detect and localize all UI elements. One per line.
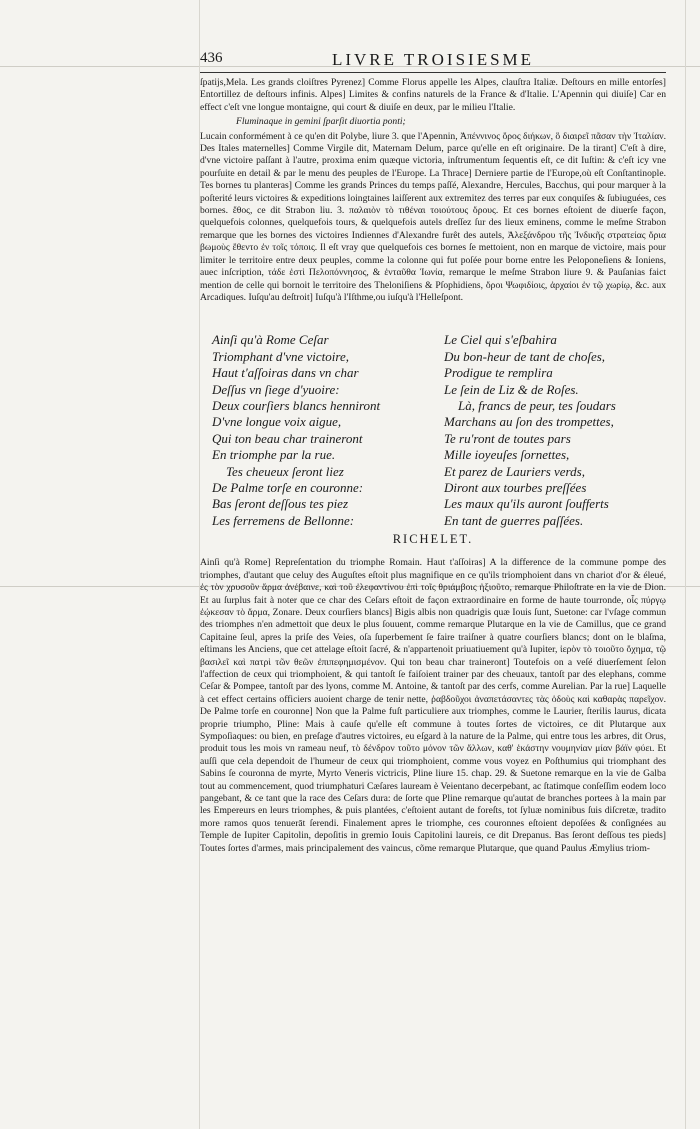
poem-line: Deux courſiers blancs henniront (212, 397, 381, 413)
poem (200, 332, 666, 528)
poem-line: Bas ſeront deſſous tes piez (212, 496, 349, 512)
poem-line: Qui ton beau char traineront (212, 430, 363, 446)
poem-line: Diront aux tourbes preſſées (444, 479, 587, 495)
poem-column-left (212, 332, 380, 529)
poem-line: Les ferremens de Bellonne: (212, 512, 355, 528)
poem-line: Là, francs de peur, tes ſoudars (458, 397, 616, 413)
running-title: LIVRE TROISIESME (331, 50, 535, 69)
poem-line: Triomphant d'vne victoire, (212, 348, 349, 364)
poem-line: En triomphe par la rue. (212, 447, 336, 463)
verse-quote: Fluminaque in gemini ſparſit diuortia ponti; (236, 116, 406, 128)
commentary-bottom (200, 557, 666, 855)
scan-line-right (685, 0, 686, 1129)
poem-line: Prodigue te remplira (444, 365, 553, 381)
page-header (200, 48, 666, 73)
commentary-paragraph: Lucain conformément à ce qu'en dit Polybe, liure 3. que l'Apennin, Ἀπέννινος ὄρος διήκων, ὃ διαιρεῖ πᾶσαν τὴν Ἰταλίαν. Des Itales maternelles] Comme Virgile dit, Maternam Delum, parce qu'elle en eſt originaire. De la tirant] C'eſt à dire, d'vne victoire paſſant à l'autre, proxima enim quæque victoria, inſtrumentum ſequentis eſt, ce dit Iuſtin: & c'eſt icy vne pourſuite en detail & par le menu des peuples de l'Europe. La Thrace] Derniere partie de l'Europe,où eſt Conſtantinople. Tes bornes tu planteras] Comme les grands Princes du temps paſſé, Alexandre, Hercules, Bacchus, qui pour marquer à la poſterité leurs victoires & expeditions loingtaines laiſſerent aux extremitez des terres par eux conquiſes & ſubiuguées, ces bornes. ἔθος, ce dit Strabon liu. 3. παλαιὸν τὸ τιθέναι τοιούτους ὅρους. Et ces bornes eſtoient de diuerſe façon, quelquefois colonnes, quelquefois tours, & quelquefois autels dreſſez ſur des lieux eminens, comme le meſme Strabon remarque que les bornes des victoires Indiennes d'Alexandre furêt des autels, Ἀλεξάνδρου τῆς Ἰνδικῆς στρατείας ὅρια βωμοὺς ἔθεντο ἐν τοῖς τόποις. Il eſt vray que quelquefois ces bornes ſe mettoient, non en marque de victoire, mais pour limiter le territoire entre deux peuples, comme la colonne qui fut poſée pour borne entre les Peloponeſiens & Ioniens, auec inſcription, τάδε ἐστὶ Πελοπόννησος, & ἐνταῦθα Ἰωνία, remarque le meſme Strabon liure 9. & Pauſanias faict mention de celle qui bornoit le territoire des Theloniſiens & Pſophidiens, ὅροι Ψωφιδίοις, ἀρχαίοι ἐν τῷ χωρίῳ, &c. aux Arcadiques. Iuſqu'au deſtroit] Iuſqu'à l'Iſthme,ou iuſqu'à l'Helleſpont. (200, 130, 666, 303)
poem-line: Les maux qu'ils auront ſoufferts (444, 496, 609, 512)
poem-line: Le Ciel qui s'eſbahira (444, 332, 557, 348)
poem-line: Tes cheueux ſeront liez (226, 463, 344, 479)
poem-line: En tant de guerres paſſées. (444, 512, 584, 528)
book-page (200, 48, 666, 855)
commentary-paragraph: ſpatijs,Mela. Les grands cloiſtres Pyrenez] Comme Florus appelle les Alpes, clauſtra Italiæ. Deſtours en mille entorſes] Entortillez de deſtours infinis. Alpes] Limites & confins naturels de la France & d'Italie. L'Apennin qui diuiſe] Car en effect c'eſt vne longue montaigne, qui court & diuiſe en deux, par le milieu l'Italie. (200, 77, 666, 113)
poem-line: Le ſein de Liz & de Roſes. (444, 381, 579, 397)
poem-line: De Palme torſe en couronne: (212, 479, 364, 495)
commentary-top (200, 77, 666, 304)
poem-line: Mille ioyeuſes ſornettes, (444, 447, 570, 463)
poem-line: Du bon-heur de tant de choſes, (444, 348, 606, 364)
page-number: 436 (200, 50, 223, 66)
poem-line: Haut t'aſſoiras dans vn char (212, 365, 359, 381)
poem-line: Et parez de Lauriers verds, (444, 463, 585, 479)
poem-line: Deſſus vn ſiege d'yuoire: (212, 381, 340, 397)
poem-line: Te ru'ront de toutes pars (444, 430, 571, 446)
poem-line: Marchans au ſon des trompettes, (444, 414, 614, 430)
poem-line: D'vne longue voix aigue, (212, 414, 342, 430)
poem-line: Ainſi qu'à Rome Ceſar (212, 332, 329, 348)
section-title: RICHELET. (392, 532, 474, 547)
commentary-paragraph: Ainſi qu'à Rome] Repreſentation du triomphe Romain. Haut t'aſſoiras] A la difference de la commune pompe des triomphes, d'autant que celuy des Auguſtes eſtoit plus magnifique en ce qu'ils triomphoient dans vn chariot d'or & éleué, ἐς τὸν χρυσοῦν ἅρμα ἀνέβαινε, καὶ τοῦ ἐλεφαντίνου ἐπὶ τοῖς θριάμβοις ἠξιοῦτο, remarque Philoſtrate en la vie de Dion. Et au ſurplus fait à noter que ce char des Ceſars eſtoit de façon extraordinaire en forme de haute tourronde, οἷς πύργῳ ἐῴκεσαν τὸ ἅρμα, Zonare. Deux courſiers blancs] Bigis albis non quadrigis quæ Iouis ſunt, Suetone: car l'vſage commun des triomphes n'en admettoit que deux le plus ſouuent, comme remarque Plutarque en la vie de Camillus, que ce grand Capitaine ſeul, apres la priſe des Veies, oſa ſuperbement ſe faire traiſner à quatre courſiers blancs; dont on le blaſma, eſtimans les Anciens, que cet attelage eſtoit ſacré, & n'appartenoit priuatiuement qu'à Iupiter, ἱερὸν τὸ τοιοῦτο ὄχημα, τῷ βασιλεῖ καὶ πατρὶ τῶν θεῶν ἐπιπεφημισμένον. Qui ton beau char traineront] Toutefois on a veſé diuerſement ſelon l'affection de ceux qui triomphoient, & qui tantoſt ſe faiſoient trainer par des cheuaux, tantoſt par des elephans, comme Ceſar & Pompee, tantoſt par des lyons, comme M. Antoine, & tantoſt par des cerfs, comme Aurelian. Par la rue] Laquelle à cet effect certains officiers auoient charge de tenir nette, ῥαβδοῦχοι ἀναπετάσαντες τὰς ὁδοὺς καὶ καθαρὰς παρεῖχον. De Palme torſe en couronne] Non que la Palme fuſt particuliere aux triomphes, comme le Laurier, ſterilis laurus, dicata proprie triumpho, Pline: Mais à cauſe qu'elle eſt commune à toutes ſortes de victoires, ce dit Plutarque aux Sympoſiaques: ou bien, en preſage d'autres victoires, eu eſgard à la nature de la Palme, qui entre tous les arbres, dit Orus, produit tous les mois vn rameau neuf, τὸ δένδρον τοῦτο μόνον τῶν ἄλλων, καθ' ἑκάστην νουμηνίαν μίαν βάϊν φύει. Et auſſi que cela dependoit de l'humeur de ceux qui triomphoient, comme vous voyez en Poſthumius qui triomphant des Sabins ſe couronna de myrte, Myrto Veneris victricis, Pline liure 15. chap. 29. & Suetone remarque en la vie de Galba tout au commencement, quod triumphaturi Cæſares lauream è Veientano decerpebant, ac ſtatimque conſeſſim eodem loco pangebant, & ce tant que la race des Ceſars dura: de ſorte que Pline remarque qu'autat de branches portees à la main par les Empereurs en leurs triomphes, & puis plantées, c'eſtoient autant de foreſts, tot ſyluæ nominibus ſuis diſcretæ, tradito more ramos quos tenuerāt ſerendi. Finalement apres le triomphe, ces couronnes eſtoient depoſées & conſignées au Temple de Iupiter Capitolin, depoſitis in gremio Iouis Capitolini laureis, ce dit Drepanus. Bas ſeront deſſous tes pieds] Toutes ſortes d'armes, mais principalement des vaincus, cõme remarque Plutarque, que quand Paulus Æmylius triom- (200, 557, 666, 854)
poem-column-right (444, 332, 616, 529)
